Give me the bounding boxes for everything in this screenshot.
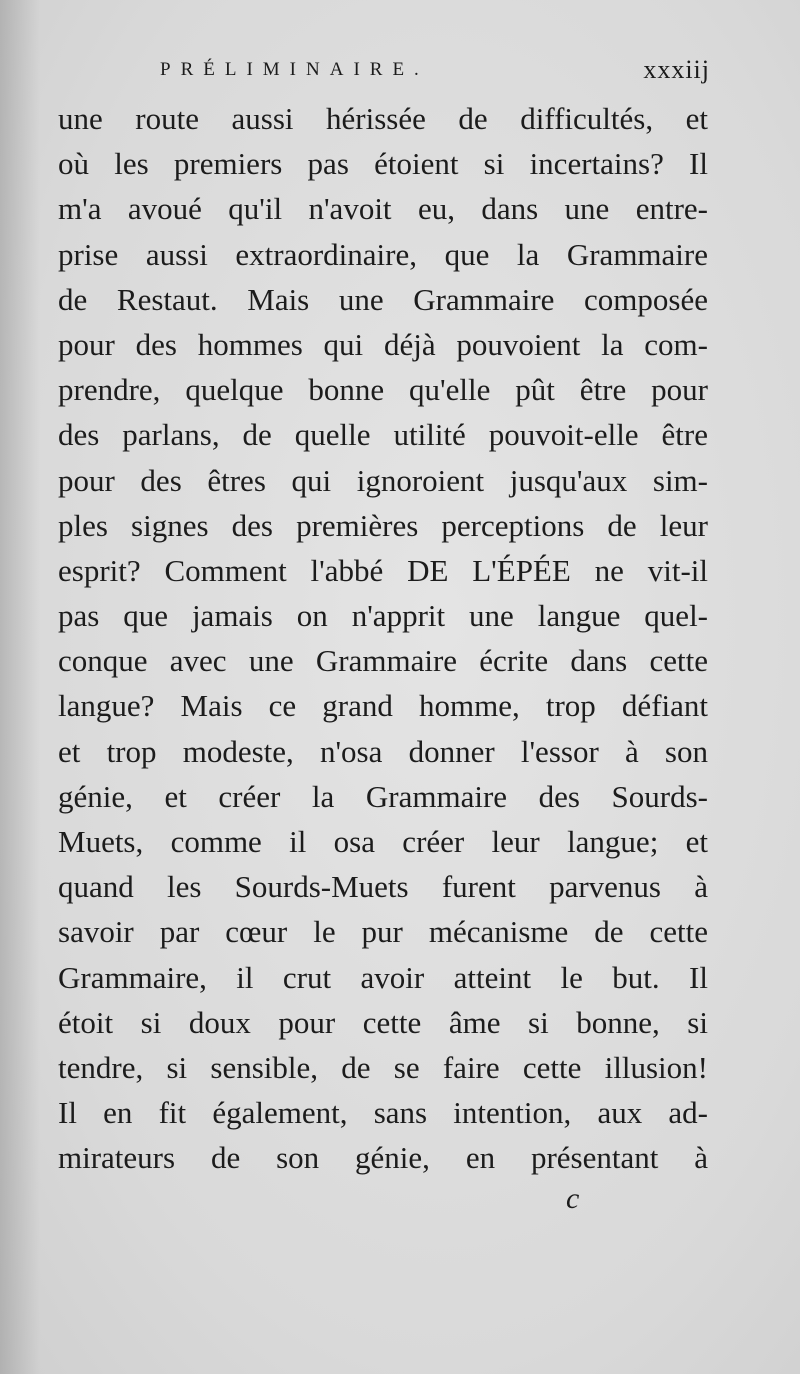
text-line: langue? Mais ce grand homme, trop défiant (58, 688, 708, 724)
text-line: Grammaire, il crut avoir atteint le but. Il (58, 959, 708, 995)
body-text (58, 96, 708, 1181)
text-line: quand les Sourds-Muets furent parvenus à (58, 869, 708, 905)
page-number: xxxiij (643, 55, 710, 84)
text-line: pour des hommes qui déjà pouvoient la com- (58, 326, 708, 362)
text-line: de Restaut. Mais une Grammaire composée (58, 281, 708, 317)
text-line: esprit? Comment l'abbé DE L'ÉPÉE ne vit-il (58, 552, 708, 588)
text-line: m'a avoué qu'il n'avoit eu, dans une entre- (58, 191, 708, 227)
page-header (160, 52, 710, 88)
text-line: des parlans, de quelle utilité pouvoit-elle être (58, 417, 708, 453)
text-line: étoit si doux pour cette âme si bonne, si (58, 1004, 708, 1040)
running-head: PRÉLIMINAIRE. (160, 59, 429, 80)
text-line: savoir par cœur le pur mécanisme de cette (58, 914, 708, 950)
text-line: et trop modeste, n'osa donner l'essor à son (58, 733, 708, 769)
text-line: où les premiers pas étoient si incertains? Il (58, 146, 708, 182)
text-line: Il en fit également, sans intention, aux ad- (58, 1095, 708, 1131)
text-line: prendre, quelque bonne qu'elle pût être pour (58, 372, 708, 408)
text-line: Muets, comme il osa créer leur langue; et (58, 824, 708, 859)
text-line: mirateurs de son génie, en présentant à (58, 1140, 708, 1176)
text-line: génie, et créer la Grammaire des Sourds- (58, 778, 708, 814)
text-line: pour des êtres qui ignoroient jusqu'aux sim- (58, 462, 708, 498)
text-line: prise aussi extraordinaire, que la Grammaire (58, 236, 708, 272)
text-line: conque avec une Grammaire écrite dans cette (58, 643, 708, 679)
text-line: ples signes des premières perceptions de leur (58, 507, 708, 543)
text-line: une route aussi hérissée de difficultés, et (58, 101, 708, 136)
text-line: tendre, si sensible, de se faire cette illusion! (58, 1049, 708, 1085)
signature-mark: c (566, 1182, 580, 1215)
text-line: pas que jamais on n'apprit une langue quel- (58, 598, 708, 634)
gutter-shadow (0, 0, 40, 1374)
